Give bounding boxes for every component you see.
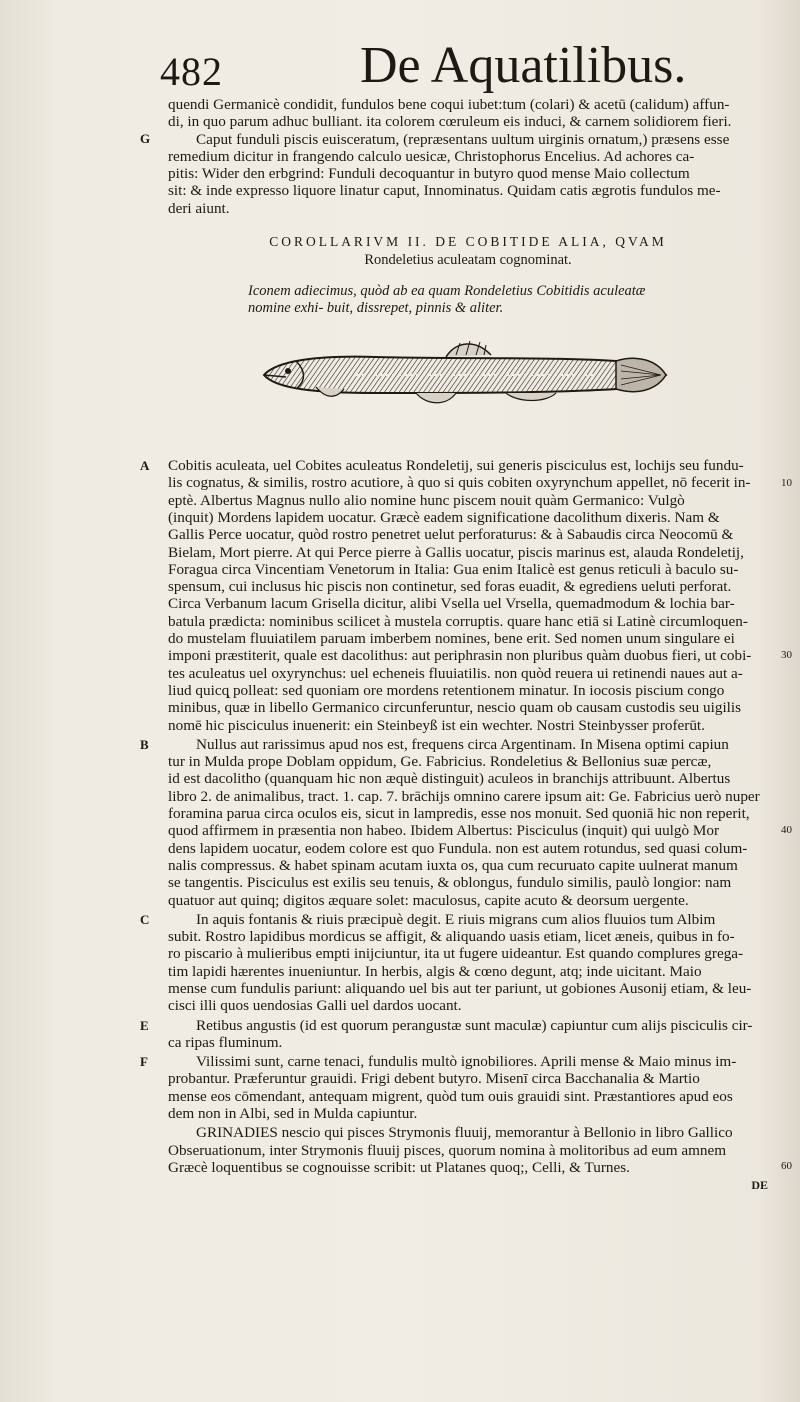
section-grinadies	[168, 1124, 792, 1192]
margin-letter-g: G	[140, 131, 151, 146]
text-line: Græcè loquentibus se cognouisse scribit: ut Platanes quoq;, Celli, & Turnes.	[168, 1158, 630, 1176]
text-line: deri aiunt.	[168, 199, 230, 217]
text-line: eptè. Albertus Magnus nullo alio nomine hunc piscem nouit quàm Germanico: Vulgò	[168, 491, 685, 509]
text-line: liud quicq̨ polleat: sed quoniam ore mordens retentionem minatur. In iocosis piscium congo	[168, 681, 725, 699]
text-line: ca ripas fluminum.	[168, 1033, 283, 1051]
text-line: Gallis Perce uocatur, quòd rostro penetret uelut perforaturus: & à Sabaudis circa Neocomū &	[168, 526, 734, 544]
fish-woodcut-image	[256, 331, 676, 421]
catchword: DE	[751, 1177, 768, 1192]
text-line: mense cum fundulis pariunt: aliquando uel bis aut ter pariunt, ut gobiones Ausonij etiam, & leu-	[168, 979, 752, 997]
margin-letter-c: C	[140, 911, 150, 927]
text-line: cisci illi quos uendosias Galli uel dardos uocant.	[168, 997, 462, 1015]
text-line: GRINADIES nescio qui pisces Strymonis fluuij, memorantur à Bellonio in libro Gallico	[196, 1124, 733, 1142]
text-line: Circa Verbanum lacum Grisella dicitur, alibi Vsella uel Vrsella, quemadmodum & lochia bar-	[168, 595, 735, 613]
text-line: dem non in Albi, sed in Mulda capiuntur.	[168, 1105, 418, 1123]
text-line: probantur. Præferuntur grauidi. Frigi debent butyro. Misenī circa Bacchanalia & Martio	[168, 1070, 700, 1088]
text-line: Obseruationum, inter Strymonis fluuij pisces, quorum nomina à molitoribus ad eum amnem	[168, 1141, 727, 1159]
intro-paragraph	[140, 96, 768, 217]
text-line: imponi præstiterit, quale est dacolithus: aut periphrasin non pluribus quàm duobus fieri, ut cobi-	[168, 647, 752, 665]
margin-note: 30	[781, 649, 792, 662]
corollarium-subheading: Rondeletius aculeatam cognominat.	[364, 252, 572, 269]
text-line: sit: & inde expresso liquore linatur caput, Innominatus. Quidam catis ægrotis fundulos me-	[168, 182, 721, 200]
text-line: quatuor aut quinq; digitos æquare solet: maculosus, capite acuto & deorsum uergente.	[168, 891, 689, 909]
text-line: tim lapidi hærentes inueniuntur. In herbis, algis & cœno degunt, atq; inde uicitant. Maio	[168, 962, 702, 980]
text-line: In aquis fontanis & riuis præcipuè degit. E riuis migrans cum alios fluuios tum Albim	[196, 910, 716, 928]
section-e	[140, 1016, 768, 1052]
running-title: De Aquatilibus.	[360, 37, 687, 94]
section-b	[140, 735, 792, 909]
text-line: di, in quo parum adhuc bulliant. ita colorem cœruleum eis induci, & carnem solidiorem fieri.	[168, 113, 732, 131]
figure-caption: Iconem adiecimus, quòd ab ea quam Rondeletius Cobitidis aculeatæ nomine exhi- buit, dissrepet, pinnis & aliter.	[248, 283, 646, 317]
text-line: subit. Rostro lapidibus mordicus se affigit, & aliquando uasis etiam, licet æneis, quibus in fo-	[168, 928, 735, 946]
text-line: lis cognatus, & similis, rostro acutiore, à quo si quis cobiten oxyrynchum appellet, nō fecerit in-	[168, 474, 751, 492]
text-line: Nullus aut rarissimus apud nos est, frequens circa Argentinam. In Misena optimi capiun	[196, 735, 729, 753]
section-a	[140, 457, 792, 734]
text-line: spensum, cui inclusus hic piscis non continetur, sed foras euadit, & egrediens ueluti perforat.	[168, 578, 732, 596]
text-line: Retibus angustis (id est quorum perangustæ sunt maculæ) capiuntur cum alijs pisciculis cir-	[196, 1016, 753, 1034]
text-line: batula prædicta: nominibus scilicet à mustela corruptis. quare hanc etiā si Latinè circumloquen-	[168, 612, 748, 630]
margin-letter-f: F	[140, 1054, 148, 1070]
text-line: foramina parua circa oculos eis, sicut in lampredis, esse nos monuit. Sed quoniā hic non reperit,	[168, 805, 750, 823]
margin-letter-a: A	[140, 458, 150, 474]
text-line: ro piscario à mulieribus empti inijciuntur, ita ut fugere uideantur. Est quando complures grega-	[168, 945, 744, 963]
section-f	[140, 1053, 768, 1123]
margin-note: 60	[781, 1160, 792, 1173]
text-line: Foragua circa Vincentiam Venetorum in Italia: Gua enim Italicè est genus reticuli à baculo su-	[168, 560, 739, 578]
text-line: dens lapidem uocatur, eodem colore est quo Fundula. non est autem rotundus, sed quasi colum-	[168, 839, 748, 857]
text-line: Vilissimi sunt, carne tenaci, fundulis multò ignobiliores. Aprili mense & Maio minus im-	[196, 1053, 737, 1071]
text-line: (inquit) Mordens lapidem uocatur. Græcè eadem significatione dacolithum dixeris. Nam &	[168, 508, 720, 526]
text-line: minibus, quæ in libello Germanico circunferuntur, nescio quam ob causam custodis seu uigilis	[168, 699, 742, 717]
text-line: mense eos cōmendant, antequam migrent, quòd tum ouis grauidi sint. Præstantiores apud eos	[168, 1087, 733, 1105]
text-line: Bielam, Mort pierre. At qui Perce pierre à Gallis uocatur, piscis marinus est, alauda Rondeletij,	[168, 543, 744, 561]
text-line: quod affirmem in præsentia non habeo. Ibidem Albertus: Pisciculus (inquit) qui uulgò Mor	[168, 822, 720, 840]
fish-woodcut-figure	[168, 325, 768, 435]
text-line: remedium dicitur in frangendo calculo uesicæ, Christophorus Encelius. Ad achores ca-	[168, 147, 695, 165]
section-c	[140, 910, 768, 1015]
text-line: Cobitis aculeata, uel Cobites aculeatus Rondeletij, sui generis pisciculus est, lochijs seu fundu-	[168, 457, 744, 475]
text-line: tes aculeatus uel oxyrynchus: uel echeneis fluuiatilis. non quòd reuera ui retinendi naues aut a-	[168, 664, 743, 682]
text-line: id est dacolitho (quanquam hic non æquè distinguit) aculeos in branchijs attribuunt. Albertus	[168, 770, 731, 788]
margin-note: 10	[781, 477, 792, 490]
text-line: do mustelam fluuiatilem paruam imberbem nomines, bene erit. Sed nomen unum singulare ei	[168, 630, 735, 648]
text-line: tur in Mulda prope Doblam oppidum, Ge. Fabricius. Rondeletius & Bellonius suæ percæ,	[168, 753, 712, 771]
text-line: libro 2. de animalibus, tract. 1. cap. 7. brāchijs omnino carere ipsum ait: Ge. Fabricius uerò nuper	[168, 787, 760, 805]
text-line: Caput funduli piscis euisceratum, (repræsentans uultum uirginis ornatum,) præsens esse	[196, 130, 730, 148]
margin-letter-b: B	[140, 736, 149, 752]
text-line: se tangentis. Pisciculus est exilis seu tenuis, & oblongus, fundulo similis, paulò longior: nam	[168, 874, 732, 892]
text-line: pitis: Wider den erbgrind: Funduli decoquantur in butyro quod mense Maio collectum	[168, 165, 690, 183]
page-content	[140, 96, 792, 1192]
text-line: nomē hic pisciculus inuenerit: ein Steinbeyß ist ein wechter. Nostri Steinbysser proferūt.	[168, 716, 705, 734]
corollarium-heading: COROLLARIVM II. DE COBITIDE ALIA, QVAM	[269, 234, 667, 250]
text-line: nalis compressus. & habet spinam acutam iuxta os, qua cum recuruato capite uulnerat manum	[168, 856, 738, 874]
margin-note: 40	[781, 823, 792, 836]
text-line: quendi Germanicè condidit, fundulos bene coqui iubet:tum (colari) & acetū (calidum) affun-	[168, 96, 730, 113]
margin-letter-e: E	[140, 1017, 149, 1033]
page-number: 482	[160, 49, 223, 94]
